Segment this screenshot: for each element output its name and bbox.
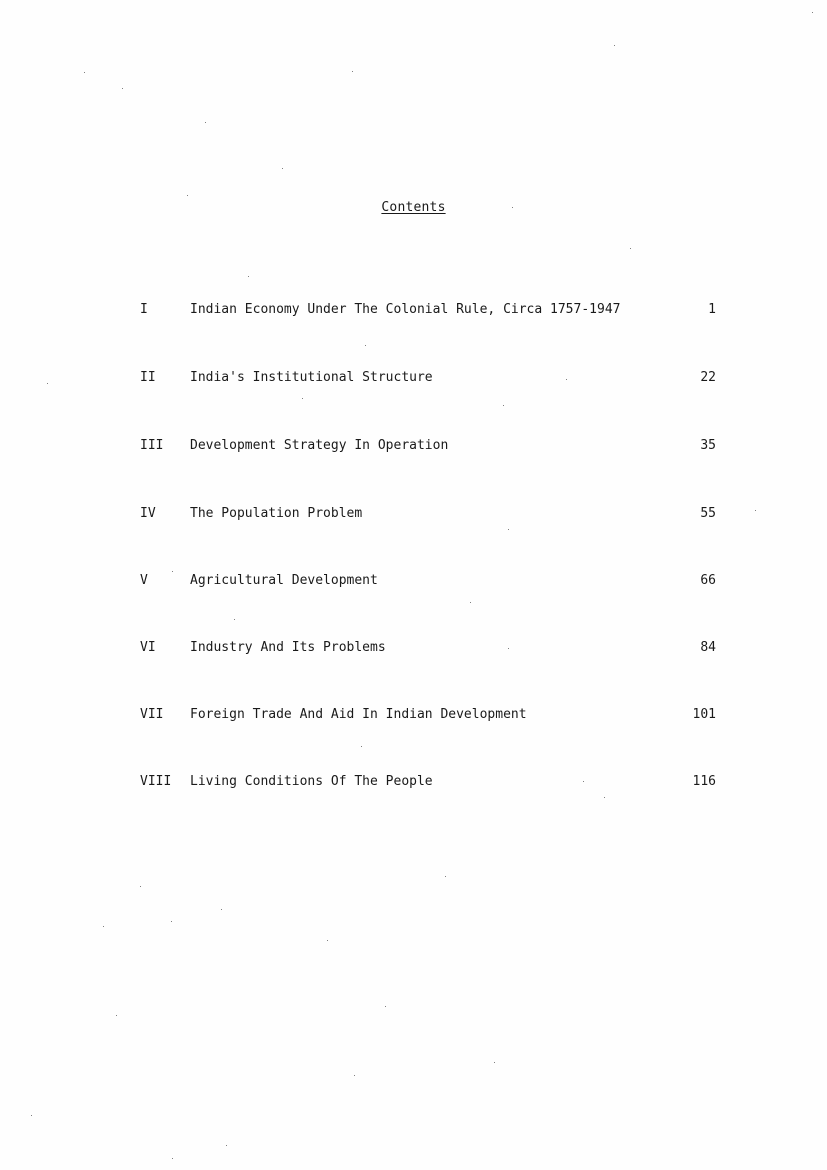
toc-entry xyxy=(140,772,716,792)
chapter-number: VI xyxy=(140,640,156,655)
toc-entry xyxy=(140,638,716,658)
toc-entry xyxy=(140,300,716,320)
page-number: 84 xyxy=(700,640,716,655)
chapter-number: V xyxy=(140,573,148,588)
chapter-number: II xyxy=(140,370,156,385)
chapter-title: Industry And Its Problems xyxy=(190,640,386,655)
chapter-number: VIII xyxy=(140,774,172,789)
page-number: 1 xyxy=(708,302,716,317)
chapter-title: Development Strategy In Operation xyxy=(190,438,449,453)
chapter-title: Agricultural Development xyxy=(190,573,378,588)
toc-entry xyxy=(140,705,716,725)
page-number: 116 xyxy=(692,774,716,789)
chapter-number: VII xyxy=(140,707,164,722)
page-number: 22 xyxy=(700,370,716,385)
chapter-number: IV xyxy=(140,506,156,521)
page-title: Contents xyxy=(381,200,446,215)
chapter-title: Indian Economy Under The Colonial Rule, Circa 1757-1947 xyxy=(190,302,621,317)
chapter-number: III xyxy=(140,438,164,453)
toc-entry xyxy=(140,436,716,456)
chapter-number: I xyxy=(140,302,148,317)
page-number: 101 xyxy=(692,707,716,722)
page-number: 55 xyxy=(700,506,716,521)
chapter-title: Living Conditions Of The People xyxy=(190,774,433,789)
toc-entry xyxy=(140,571,716,591)
toc-entry xyxy=(140,368,716,388)
chapter-title: Foreign Trade And Aid In Indian Development xyxy=(190,707,527,722)
page-number: 35 xyxy=(700,438,716,453)
chapter-title: The Population Problem xyxy=(190,506,363,521)
chapter-title: India's Institutional Structure xyxy=(190,370,433,385)
toc-entry xyxy=(140,504,716,524)
page-number: 66 xyxy=(700,573,716,588)
